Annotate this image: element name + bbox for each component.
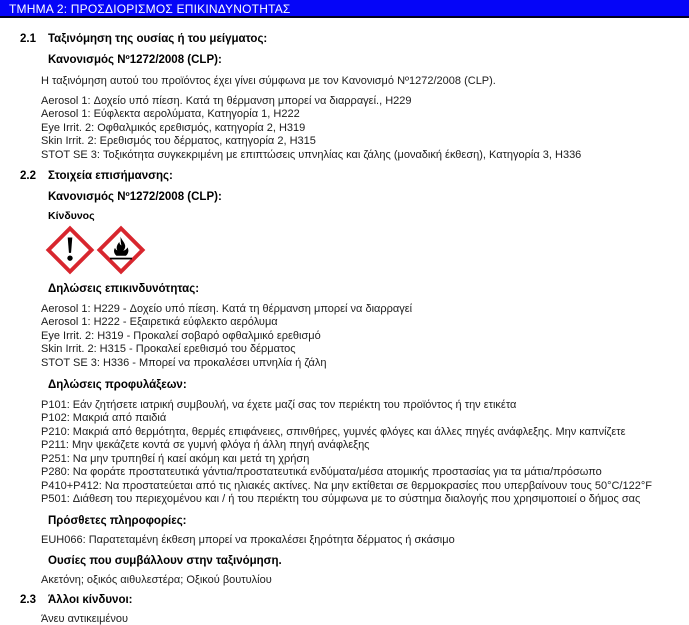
document-body: [0, 18, 689, 625]
classification-intro: Η ταξινόμηση αυτού του προϊόντος έχει γίνει σύμφωνα με τον Κανονισμό Nº1272/2008 (CLP).: [41, 75, 496, 87]
section-number: 2.3: [20, 594, 36, 607]
classification-item: Skin Irrit. 2: Ερεθισμός του δέρματος, κατηγορία 2, H315: [41, 135, 316, 148]
section-number: 2.2: [20, 170, 36, 183]
precaution-statements-list: [0, 399, 689, 506]
regulation-heading: Κανονισμός Nº1272/2008 (CLP):: [48, 191, 222, 204]
classification-list: [0, 95, 689, 162]
hazard-statements-list: [0, 303, 689, 370]
ghs-pictograms: [46, 226, 689, 274]
section-number: 2.1: [20, 33, 36, 45]
hazard-statements-heading: Δηλώσεις επικινδυνότητας:: [48, 283, 200, 296]
section-2-2-heading-row: [0, 170, 689, 182]
additional-info-heading: Πρόσθετες πληροφορίες:: [48, 515, 187, 528]
classification-item: Aerosol 1: Δοχείο υπό πίεση. Κατά τη θέρμανση μπορεί να διαρραγεί., H229: [41, 95, 412, 107]
classification-item: Aerosol 1: Εύφλεκτα αερολύματα, Κατηγορία 1, H222: [41, 108, 300, 121]
precaution-statement: P211: Μην ψεκάζετε κοντά σε γυμνή φλόγα ή άλλη πηγή ανάφλεξης: [41, 439, 370, 452]
section-2-1-heading-row: [0, 33, 689, 45]
hazard-statement: Eye Irrit. 2: H319 - Προκαλεί σοβαρό οφθαλμικό ερεθισμό: [41, 329, 321, 342]
section-2-3-heading-row: [0, 594, 689, 606]
precaution-statements-heading: Δηλώσεις προφυλάξεων:: [48, 379, 187, 392]
precaution-statement: P501: Διάθεση του περιεχομένου και / ή του περιέκτη του σύμφωνα με το σύστημα διαλογής που χρησιμοποιεί ο δήμος σας: [41, 492, 641, 505]
section-title-bar: ΤΜΗΜΑ 2: ΠΡΟΣΔΙΟΡΙΣΜΟΣ ΕΠΙΚΙΝΔΥΝΟΤΗΤΑΣ: [0, 0, 689, 18]
additional-info: EUH066: Παρατεταμένη έκθεση μπορεί να προκαλέσει ξηρότητα δέρματος ή σκάσιμο: [41, 534, 455, 547]
classification-item: Eye Irrit. 2: Οφθαλμικός ερεθισμός, κατηγορία 2, H319: [41, 121, 306, 134]
hazard-statement: Aerosol 1: H222 - Εξαιρετικά εύφλεκτο αερόλυμα: [41, 316, 278, 329]
precaution-statement: P210: Μακριά από θερμότητα, θερμές επιφάνειες, σπινθήρες, γυμνές φλόγες και άλλες πηγές ανάφλεξης. Μην καπνίζετε: [41, 425, 626, 438]
substances-heading: Ουσίες που συμβάλλουν στην ταξινόμηση.: [48, 555, 282, 568]
substances-list: Ακετόνη; οξικός αιθυλεστέρα; Οξικού βουτυλίου: [41, 574, 272, 587]
signal-word: Κίνδυνος: [48, 210, 95, 223]
section-heading: Ταξινόμηση της ουσίας ή του μείγματος:: [48, 33, 268, 45]
precaution-statement: P101: Εάν ζητήσετε ιατρική συμβουλή, να έχετε μαζί σας τον περιέκτη του προϊόντος ή την ετικέτα: [41, 399, 517, 412]
ghs02-flame-icon: [97, 226, 145, 274]
precaution-statement: P280: Να φοράτε προστατευτικά γάντια/προστατευτικά ενδύματα/μέσα ατομικής προστασίας για τα μάτια/πρόσωπο: [41, 466, 602, 479]
other-hazards-body: Άνευ αντικειμένου: [41, 613, 128, 625]
section-heading: Στοιχεία επισήμανσης:: [48, 170, 173, 183]
hazard-statement: Aerosol 1: H229 - Δοχείο υπό πίεση. Κατά τη θέρμανση μπορεί να διαρραγεί: [41, 303, 413, 316]
ghs07-exclamation-icon: [46, 226, 94, 274]
section-heading: Άλλοι κίνδυνοι:: [48, 594, 133, 607]
precaution-statement: P410+P412: Να προστατεύεται από τις ηλιακές ακτίνες. Να μην εκτίθεται σε θερμοκρασίες που υπερβαίνουν τους 50°C/122°F: [41, 479, 652, 492]
hazard-statement: STOT SE 3: H336 - Μπορεί να προκαλέσει υπνηλία ή ζάλη: [41, 356, 327, 369]
precaution-statement: P102: Μακριά από παιδιά: [41, 412, 167, 425]
classification-item: STOT SE 3: Τοξικότητα συγκεκριμένη με επιπτώσεις υπνηλίας και ζάλης (μοναδική έκθεση), Κατηγορία 3, H336: [41, 148, 582, 161]
precaution-statement: P251: Να μην τρυπηθεί ή καεί ακόμη και μετά τη χρήση: [41, 452, 310, 465]
regulation-heading: Κανονισμός Nº1272/2008 (CLP):: [48, 54, 222, 66]
hazard-statement: Skin Irrit. 2: H315 - Προκαλεί ερεθισμό του δέρματος: [41, 343, 296, 356]
